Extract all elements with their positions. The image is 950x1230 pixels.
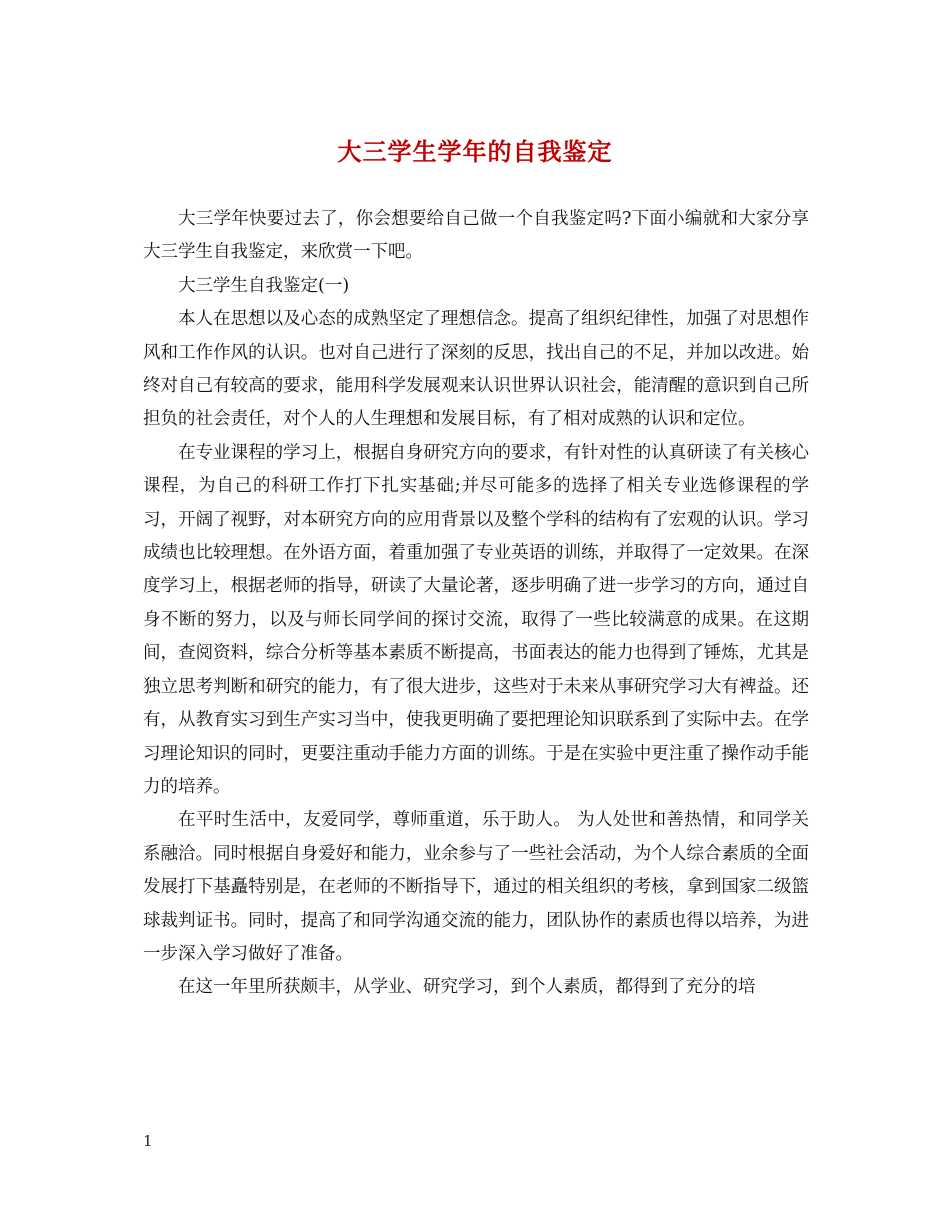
- paragraph-life: 在平时生活中，友爱同学，尊师重道，乐于助人。 为人处世和善热情，和同学关系融洽。同时根据自身爱好和能力，业余参与了一些社会活动，为个人综合素质的全面发展打下基矗特别是，在老师的不断指导下，通过的相关组织的考核，拿到国家二级篮球裁判证书。同时，提高了和同学沟通交流的能力，团队协作的素质也得以培养，为进一步深入学习做好了准备。: [143, 810, 809, 964]
- document-body: [143, 203, 809, 1005]
- page-number: 1: [143, 1132, 153, 1150]
- section-heading: 大三学生自我鉴定(一): [178, 275, 350, 296]
- document-title: 大三学生学年的自我鉴定: [337, 137, 613, 166]
- paragraph-summary: 在这一年里所获颇丰，从学业、研究学习，到个人素质，都得到了充分的培: [178, 977, 756, 998]
- paragraph-intro: 大三学年快要过去了，你会想要给自己做一个自我鉴定吗?下面小编就和大家分享大三学生自我鉴定，来欣赏一下吧。: [143, 209, 809, 263]
- paragraph-thought: 本人在思想以及心态的成熟坚定了理想信念。提高了组织纪律性，加强了对思想作风和工作作风的认识。也对自己进行了深刻的反思，找出自己的不足，并加以改进。始终对自己有较高的要求，能用科学发展观来认识世界认识社会，能清醒的意识到自己所担负的社会责任，对个人的人生理想和发展目标，有了相对成熟的认识和定位。: [143, 309, 809, 430]
- paragraph-study: 在专业课程的学习上，根据自身研究方向的要求，有针对性的认真研读了有关核心课程，为自己的科研工作打下扎实基础;并尽可能多的选择了相关专业选修课程的学习，开阔了视野，对本研究方向的应用背景以及整个学科的结构有了宏观的认识。学习成绩也比较理想。在外语方面，着重加强了专业英语的训练，并取得了一定效果。在深度学习上，根据老师的指导，研读了大量论著，逐步明确了进一步学习的方向，通过自身不断的努力，以及与师长同学间的探讨交流，取得了一些比较满意的成果。在这期间，查阅资料，综合分析等基本素质不断提高，书面表达的能力也得到了锤炼，尤其是独立思考判断和研究的能力，有了很大进步，这些对于未来从事研究学习大有裨益。还有，从教育实习到生产实习当中，使我更明确了要把理论知识联系到了实际中去。在学习理论知识的同时，更要注重动手能力方面的训练。于是在实验中更注重了操作动手能力的培养。: [143, 442, 809, 797]
